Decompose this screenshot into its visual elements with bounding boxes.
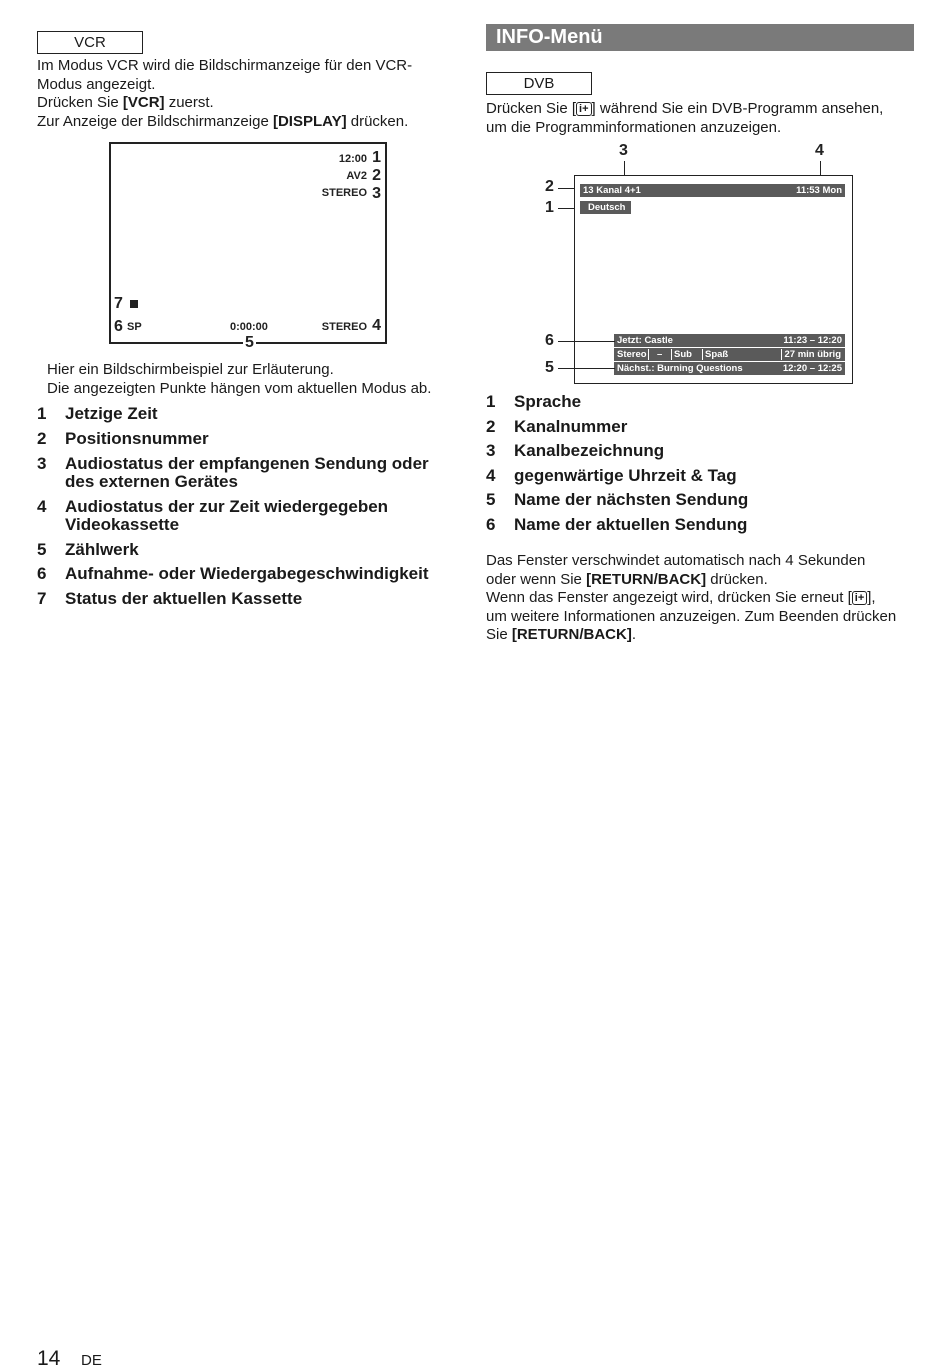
callout-5: 5: [545, 359, 554, 376]
divider: [781, 349, 782, 360]
item-number: 5: [37, 540, 47, 559]
display-key: [DISPLAY]: [272, 112, 347, 130]
item-number: 3: [37, 454, 47, 473]
outro-prefix: oder wenn Sie: [486, 570, 587, 588]
section-title: INFO-Menü: [486, 24, 914, 51]
divider: [702, 349, 703, 360]
callout-3: 3: [619, 142, 628, 159]
vcr-press-prefix: Drücken Sie: [37, 94, 123, 112]
osd-counter: 0:00:00: [230, 321, 268, 333]
detail-bar: [614, 348, 845, 361]
info-intro: [486, 100, 916, 137]
osd-next: Nächst.: Burning Questions: [617, 363, 743, 374]
osd-channel: 13 Kanal 4+1: [583, 185, 641, 196]
item-number: 6: [37, 564, 47, 583]
item-text: Kanalnummer: [514, 417, 628, 436]
next-bar: [614, 362, 845, 375]
outro-prefix: Sie: [486, 626, 512, 644]
item-text: Videokassette: [65, 515, 180, 534]
page-number: 14: [37, 1347, 61, 1370]
item-number: 6: [486, 515, 496, 534]
item-number: 2: [486, 417, 496, 436]
channel-bar: [580, 184, 845, 197]
osd-time: 12:00: [338, 153, 367, 165]
next-leader-line: [558, 368, 615, 369]
info-icon: i+: [852, 591, 867, 605]
language-code: DE: [81, 1352, 102, 1369]
vcr-press-suffix: zuerst.: [164, 94, 214, 112]
item-text: Audiostatus der zur Zeit wiedergegeben: [65, 497, 389, 516]
item-number: 2: [37, 429, 47, 448]
vcr-display-prefix: Zur Anzeige der Bildschirmanzeige: [37, 112, 273, 130]
item-text: Kanalbezeichnung: [514, 441, 665, 460]
dvb-screen-example: [574, 175, 853, 384]
outro-suffix: drücken.: [706, 570, 768, 588]
vcr-screen-example: [109, 142, 387, 344]
osd-dash: –: [657, 349, 663, 360]
item-text: gegenwärtige Uhrzeit & Tag: [514, 466, 737, 485]
outro-line: [486, 571, 926, 590]
info-icon: i+: [576, 102, 591, 116]
callout-3: 3: [372, 185, 381, 202]
osd-next-time: 12:20 – 12:25: [782, 363, 842, 374]
item-number: 4: [37, 497, 47, 516]
intro-suffix: ] während Sie ein DVB-Programm ansehen,: [591, 100, 884, 117]
item-number: 1: [37, 404, 47, 423]
item-text: Aufnahme- oder Wiedergabegeschwindigkeit: [65, 564, 429, 583]
osd-sub: Sub: [674, 349, 692, 360]
item-text: Name der nächsten Sendung: [514, 490, 749, 509]
outro-prefix: Wenn das Fenster angezeigt wird, drücken Sie erneut [: [486, 589, 852, 607]
vcr-mode-label: VCR: [37, 31, 143, 54]
return-back-key: [RETURN/BACK]: [586, 570, 707, 588]
vcr-note-line: Die angezeigten Punkte hängen vom aktuellen Modus ab.: [47, 379, 432, 397]
osd-audio: Stereo: [617, 349, 647, 360]
info-intro-line: [486, 100, 916, 119]
outro-suffix: ],: [867, 589, 876, 607]
vcr-press-line: [37, 94, 457, 113]
osd-genre: Spaß: [705, 349, 729, 360]
vcr-intro: [37, 57, 457, 131]
callout-4: 4: [372, 317, 381, 334]
now-leader-line: [558, 341, 615, 342]
info-outro: [486, 552, 926, 645]
item-text: Jetzige Zeit: [65, 404, 158, 423]
callout-2: 2: [545, 178, 554, 195]
osd-position: AV2: [346, 170, 367, 182]
info-legend-list: [486, 392, 916, 542]
outro-suffix: .: [631, 626, 637, 644]
callout-1: 1: [545, 199, 554, 216]
vcr-intro-line: Im Modus VCR wird die Bildschirmanzeige für den VCR-: [37, 57, 413, 74]
vcr-note: [47, 361, 467, 398]
callout-6: 6: [114, 318, 123, 335]
vcr-display-line: [37, 113, 457, 132]
osd-remaining: 27 min übrig: [784, 349, 841, 360]
item-text: Audiostatus der empfangenen Sendung oder: [65, 454, 429, 473]
callout-7: 7: [114, 295, 123, 312]
dvb-mode-label: DVB: [486, 72, 592, 95]
item-number: 1: [486, 392, 496, 411]
item-number: 7: [37, 589, 47, 608]
vcr-display-suffix: drücken.: [346, 112, 409, 130]
item-number: 4: [486, 466, 496, 485]
osd-now-time: 11:23 – 12:20: [783, 335, 842, 346]
language-bar: Deutsch: [580, 201, 631, 214]
item-number: 3: [486, 441, 496, 460]
now-bar: [614, 334, 845, 347]
callout-1: 1: [372, 149, 381, 166]
item-text: des externen Gerätes: [65, 472, 238, 491]
osd-now: Jetzt: Castle: [617, 335, 673, 346]
vcr-legend-list: [37, 404, 457, 614]
callout-2: 2: [372, 167, 381, 184]
callout-4: 4: [815, 142, 824, 159]
outro-line: um weitere Informationen anzuzeigen. Zum Beenden drücken: [486, 607, 897, 625]
vcr-key: [VCR]: [122, 94, 165, 112]
item-text: Positionsnummer: [65, 429, 209, 448]
item-text: Name der aktuellen Sendung: [514, 515, 748, 534]
item-number: 5: [486, 490, 496, 509]
osd-clock: 11:53 Mon: [796, 185, 842, 196]
outro-line: [486, 626, 926, 645]
vcr-note-line: Hier ein Bildschirmbeispiel zur Erläuterung.: [47, 361, 334, 378]
osd-audio-top: STEREO: [321, 187, 367, 199]
callout-5: 5: [245, 334, 254, 351]
outro-line: [486, 589, 926, 608]
info-intro-line: um die Programminformationen anzuzeigen.: [486, 118, 782, 136]
stop-icon: [130, 300, 138, 308]
outro-line: Das Fenster verschwindet automatisch nach 4 Sekunden: [486, 552, 866, 569]
osd-audio-bottom: STEREO: [321, 321, 367, 333]
item-text: Zählwerk: [65, 540, 139, 559]
divider: [648, 349, 649, 360]
callout-6: 6: [545, 332, 554, 349]
osd-speed: SP: [127, 321, 142, 333]
item-text: Sprache: [514, 392, 582, 411]
item-text: Status der aktuellen Kassette: [65, 589, 303, 608]
return-back-key: [RETURN/BACK]: [511, 626, 632, 644]
vcr-intro-line: Modus angezeigt.: [37, 75, 156, 93]
divider: [671, 349, 672, 360]
intro-prefix: Drücken Sie [: [486, 100, 577, 117]
